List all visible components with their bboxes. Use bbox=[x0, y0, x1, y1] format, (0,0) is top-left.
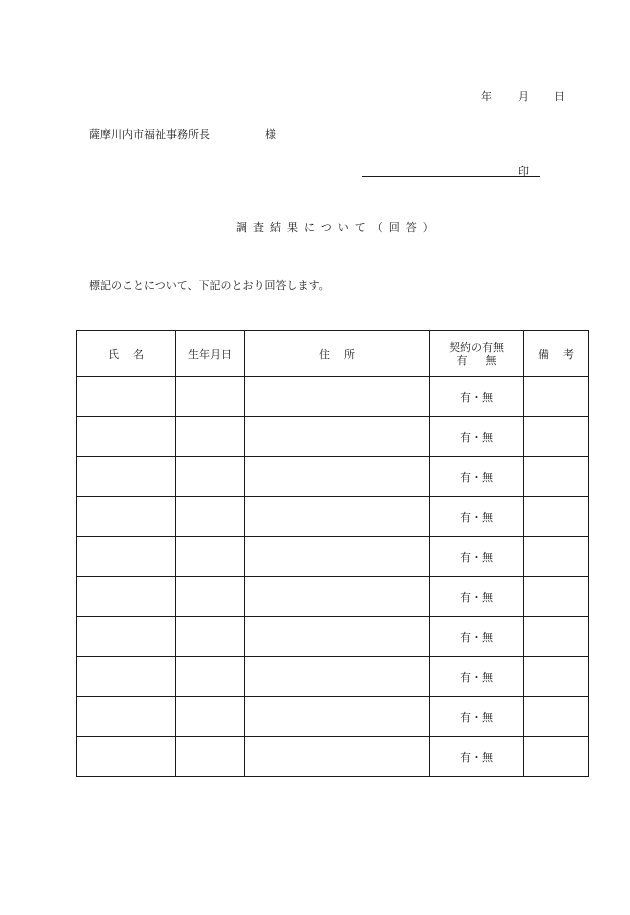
cell-address[interactable] bbox=[245, 417, 430, 457]
cell-name[interactable] bbox=[77, 377, 176, 417]
cell-address[interactable] bbox=[245, 577, 430, 617]
cell-name[interactable] bbox=[77, 697, 176, 737]
table-row bbox=[77, 377, 589, 417]
cell-remarks[interactable] bbox=[524, 577, 589, 617]
date-line bbox=[0, 88, 630, 102]
table-row bbox=[77, 417, 589, 457]
cell-contract[interactable]: 有・無 bbox=[430, 657, 524, 697]
cell-birthdate[interactable] bbox=[176, 577, 245, 617]
header-contract bbox=[430, 331, 524, 377]
table-row bbox=[77, 457, 589, 497]
cell-birthdate[interactable] bbox=[176, 697, 245, 737]
cell-name[interactable] bbox=[77, 497, 176, 537]
table-row bbox=[77, 737, 589, 777]
cell-name[interactable] bbox=[77, 537, 176, 577]
cell-address[interactable] bbox=[245, 617, 430, 657]
cell-name[interactable] bbox=[77, 577, 176, 617]
honorific: 様 bbox=[265, 128, 276, 141]
date-day-label: 日 bbox=[554, 90, 565, 103]
cell-contract[interactable]: 有・無 bbox=[430, 417, 524, 457]
date-month-label: 月 bbox=[518, 90, 529, 103]
table-header-row bbox=[77, 331, 589, 377]
table-row bbox=[77, 697, 589, 737]
cell-contract[interactable]: 有・無 bbox=[430, 577, 524, 617]
cell-name[interactable] bbox=[77, 457, 176, 497]
cell-name[interactable] bbox=[77, 417, 176, 457]
cell-birthdate[interactable] bbox=[176, 377, 245, 417]
document-title: 調査結果について（回答） bbox=[236, 221, 440, 234]
cell-address[interactable] bbox=[245, 737, 430, 777]
cell-birthdate[interactable] bbox=[176, 657, 245, 697]
cell-remarks[interactable] bbox=[524, 697, 589, 737]
signature-line bbox=[362, 176, 540, 177]
cell-contract[interactable]: 有・無 bbox=[430, 497, 524, 537]
cell-remarks[interactable] bbox=[524, 417, 589, 457]
cell-address[interactable] bbox=[245, 377, 430, 417]
cell-address[interactable] bbox=[245, 497, 430, 537]
table-row bbox=[77, 497, 589, 537]
cell-name[interactable] bbox=[77, 617, 176, 657]
cell-remarks[interactable] bbox=[524, 537, 589, 577]
cell-contract[interactable]: 有・無 bbox=[430, 617, 524, 657]
cell-contract[interactable]: 有・無 bbox=[430, 737, 524, 777]
table-row bbox=[77, 657, 589, 697]
cell-address[interactable] bbox=[245, 657, 430, 697]
cell-remarks[interactable] bbox=[524, 617, 589, 657]
cell-address[interactable] bbox=[245, 537, 430, 577]
addressee: 薩摩川内市福祉事務所長 bbox=[89, 128, 210, 141]
cell-contract[interactable]: 有・無 bbox=[430, 537, 524, 577]
table-row bbox=[77, 577, 589, 617]
cell-contract[interactable]: 有・無 bbox=[430, 377, 524, 417]
cell-contract[interactable]: 有・無 bbox=[430, 457, 524, 497]
cell-remarks[interactable] bbox=[524, 737, 589, 777]
cell-name[interactable] bbox=[77, 657, 176, 697]
seal-mark: 印 bbox=[518, 165, 529, 178]
cell-birthdate[interactable] bbox=[176, 417, 245, 457]
cell-remarks[interactable] bbox=[524, 657, 589, 697]
cell-remarks[interactable] bbox=[524, 377, 589, 417]
header-contract-sub: 有無 bbox=[456, 353, 515, 367]
survey-table bbox=[76, 330, 589, 777]
cell-address[interactable] bbox=[245, 457, 430, 497]
cell-remarks[interactable] bbox=[524, 457, 589, 497]
header-contract-label: 契約の有無 bbox=[449, 340, 504, 354]
cell-birthdate[interactable] bbox=[176, 497, 245, 537]
body-text: 標記のことについて、下記のとおり回答します。 bbox=[89, 279, 330, 292]
cell-birthdate[interactable] bbox=[176, 617, 245, 657]
cell-birthdate[interactable] bbox=[176, 737, 245, 777]
header-remarks: 備考 bbox=[524, 331, 589, 377]
cell-birthdate[interactable] bbox=[176, 457, 245, 497]
table-row bbox=[77, 617, 589, 657]
cell-name[interactable] bbox=[77, 737, 176, 777]
table-row bbox=[77, 537, 589, 577]
cell-remarks[interactable] bbox=[524, 497, 589, 537]
cell-contract[interactable]: 有・無 bbox=[430, 697, 524, 737]
header-address: 住所 bbox=[245, 331, 430, 377]
header-birthdate: 生年月日 bbox=[176, 331, 245, 377]
date-year-label: 年 bbox=[481, 90, 492, 103]
cell-birthdate[interactable] bbox=[176, 537, 245, 577]
cell-address[interactable] bbox=[245, 697, 430, 737]
header-name: 氏名 bbox=[77, 331, 176, 377]
